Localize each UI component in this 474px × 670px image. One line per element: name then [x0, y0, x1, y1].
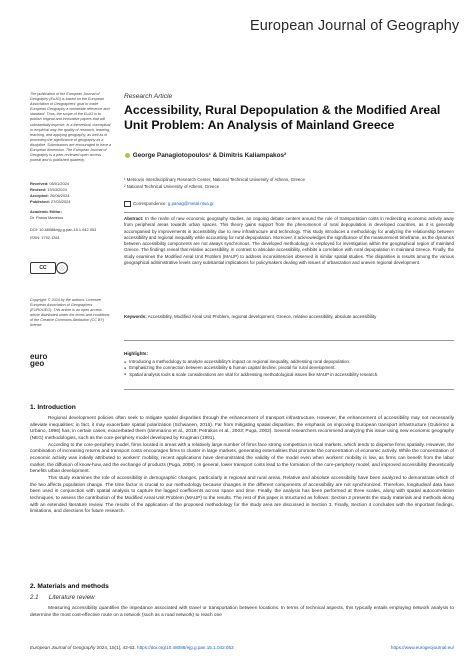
footer-doi-link[interactable]: https://doi.org/10.48088/ejg.g.pan.15.1.042.053 — [137, 645, 234, 650]
keywords: Keywords: Accessibility, Modified Areal Unit Problem, regional development, Greece, relative accessibility, absolute accessibility — [124, 314, 377, 319]
paragraph: This study examines the role of accessibility in demographic changes, particularly in regional and rural areas. Relative and absolute accessibility have been analyzed to demonstrate which of the two affects population change. The time factor is crucial to our methodology because changes in the different components of accessibility are not synchronized. Therefore, longitudinal data have been used in conjunction with spatial analysis to capture the lagged coefficients across space and time. Finally, the analysis has been performed at three scales, along with spatial autocorrelation techniques, to assess the contribution of the Modified Areal Unit Problem (MAUP) to the results. The rest of this paper is structured as follows: Section 2 presents the study materials and methods along with an extended literature review. The results of the application of the proposed methodology for the study area are discussed in Section 3. Finally, Section 4 concludes with the important findings, limitations, and directions for future research. — [30, 475, 454, 515]
highlights-list — [124, 359, 454, 378]
journal-title: European Journal of Geography — [250, 18, 460, 34]
journal-about: The publication of the European Journal of Geography (EuJG) is based on the European Association of Geographers' goal to make European Geography a worldwide reference and standard. Thus, the scope of the EuJG is to publish original and innovative papers that will substantially improve, in a theoretical, conceptual, or empirical way the quality of research, learning, teaching, and applying geography, as well as in promoting the significance of geography as a discipline. Submissions are encouraged to have a European dimension. The European Journal of Geography is a peer-reviewed open access journal and is published quarterly. — [30, 92, 112, 163]
article-title: Accessibility, Rural Depopulation & the Modified Areal Unit Problem: An Analysis of Mainland Greece — [124, 103, 441, 132]
correspondence-email[interactable]: g.panag@metal.ntua.gr — [167, 201, 214, 206]
abstract: Abstract: In the realm of new economic geography studies, an ongoing debate centers around the role of transportation costs in redirecting economic activity away from peripheral areas towards urban spaces. This theory gains support from the phenomenon of rural depopulation in developed countries, as it is generally accompanied by improvements in accessibility due to new infrastructure and technology. This study introduces a methodology for analyzing the relationship between accessibility and regional inequality while accounting for rural depopulation. Moreover, it acknowledges the significance of the measurement timeframe, as the dynamics between accessibility components are not always synchronous. The developed methodology is employed for investigation within the geographical region of mainland Greece. The findings reveal that relative accessibility, in contrast to absolute accessibility, exhibits a correlation with rural depopulation in mainland Greece. Finally, the study examines the Modified Areal Unit Problem (MAUP) to address inconsistencies observed in similar spatial studies. The disparities in results among the various geographical administrative levels carry substantial implications for policymakers dealing with issues of urbanization and uneven regional development. — [124, 216, 455, 266]
issn-text: ISSN: 1792-1341 — [30, 235, 60, 241]
orcid-icon[interactable] — [125, 153, 130, 158]
published-date: Published: 27/03/2024 — [30, 199, 71, 205]
highlight-item: ● Spatial analysis tools & scale considerations are vital for addressing methodological issues like MAUP in accessibility research. — [124, 372, 454, 378]
authors: George Panagiotopoulos¹ & Dimitris Kaliampakos² — [124, 152, 286, 159]
introduction-text — [30, 416, 454, 516]
section-heading-materials: 2. Materials and methods — [30, 583, 109, 590]
copyright-text: Copyright: © 2024 by the authors. Licensee European Association of Geographers (EUROGEO). This article is an open access article distributed under the terms and conditions of the Creative Commons Attribution (CC BY) license. — [30, 298, 110, 328]
correspondence: Correspondence: g.panag@metal.ntua.gr — [124, 201, 214, 207]
highlight-item: ● Introducing a methodology to analyze accessibility's impact on regional inequality, addressing rural depopulation. — [124, 359, 454, 365]
academic-editor: Dr. Panos Manetos — [30, 215, 64, 221]
subsection-heading-literature: 2.1 Literature review — [30, 594, 95, 601]
envelope-icon — [124, 201, 131, 207]
received-date: Received: 05/01/2024 — [30, 181, 69, 187]
paragraph: Measuring accessibility quantifies the impedance associated with travel or transportation between locations. In terms of technical aspects, this typically entails employing network analysis to determine the most cost-effective route on a network (such as a road network) to reach one — [30, 606, 454, 618]
divider — [124, 340, 454, 341]
footer-website-link[interactable]: https://www.eurogeojournal.eu/ — [390, 645, 454, 650]
revised-date: Revised: 19/03/2024 — [30, 187, 67, 193]
literature-text — [30, 606, 454, 619]
attribution-icon[interactable]: ⓘ — [56, 262, 68, 274]
divider — [124, 212, 454, 213]
eurogeo-logo: euro geo — [30, 352, 48, 368]
left-sidebar — [30, 92, 112, 241]
affiliation-1: ¹ Metsovio Interdisciplinary Research Center, National Technical University of Athens, Greece — [124, 177, 305, 182]
footer-citation: European Journal of Geography 2024, 15(1), 42-53. https://doi.org/10.48088/ejg.g.pan.15.1.042.053 — [30, 645, 234, 650]
academic-editor-label: Academic Editor: — [30, 209, 62, 215]
accepted-date: Accepted: 26/06/2024 — [30, 193, 70, 199]
page-footer — [30, 645, 454, 650]
highlight-item: ● Emphasizing the connection between accessibility & human capital decline, pivotal for rural development. — [124, 365, 454, 371]
highlights-heading: Highlights: — [124, 351, 148, 356]
section-heading-introduction: 1. Introduction — [30, 404, 76, 411]
article-type: Research Article — [124, 93, 173, 100]
copyright-block — [30, 298, 112, 333]
paragraph: According to the core-periphery model, firms located in areas with a relatively large number of firms face strong competition in local markets, which tends to disperse firms spatially. However, the combination of increasing returns and transport costs encourages firms to cluster in large markets, generating externalities that promote the concentration of economic activity. While the concentration of economic activity was initially attributed to workers' mobility, recent applications have demonstrated the validity of the model even when workers' mobility is low, as firms can benefit from the labor market, the diffusion of know-how, and the exchange of products (Puga, 2008). In general, lower transport costs lead to the formation of the core-periphery model, and improved accessibility theoretically benefits urban development. — [30, 442, 454, 475]
divider — [124, 389, 454, 390]
doi-text[interactable]: DOI: 10.48088/ejg.g.pan.15.1.042.053 — [30, 227, 97, 233]
paragraph: Regional development policies often seek to mitigate spatial disparities through the enhancement of transport infrastructure. However, the enhancement of accessibility may not necessarily alleviate inequalities; in fact, it may exacerbate spatial polarization (Schwanen, 2016). Far from mitigating spatial disparities, the emphasis on improving European transport infrastructure (Gutiérrez & Urbano, 1996) has, in certain cases, exacerbated them (Iammarino et al., 2019; Petrakos et al., 2003; Puga, 2002). Several researchers recommend analyzing this issue using new economic geography (NEG) methodologies, such as the core-periphery model developed by Krugman (1991). — [30, 416, 454, 441]
cc-license-icon[interactable]: CC — [30, 262, 56, 274]
affiliation-2: ² National Technical University of Athens, Greece — [124, 184, 220, 189]
